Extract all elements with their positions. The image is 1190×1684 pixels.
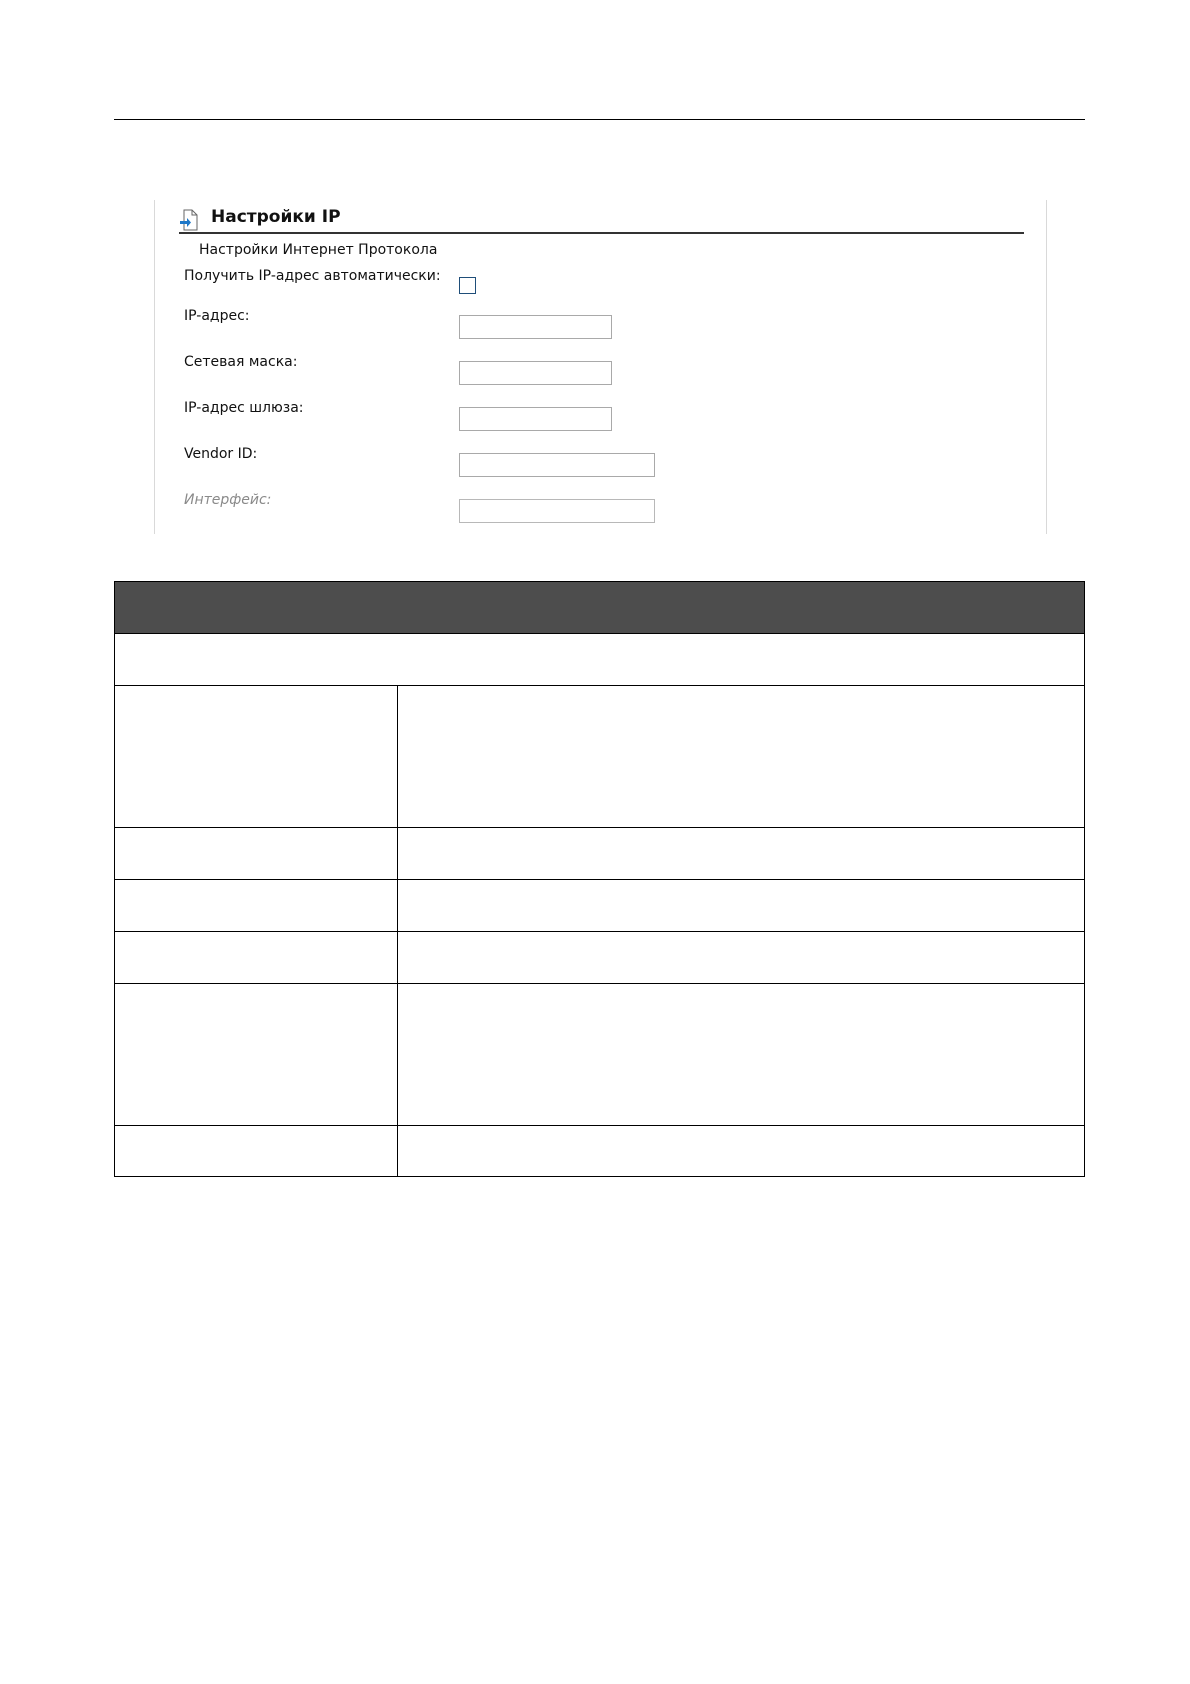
page-top-rule [114,119,1085,120]
parameters-table [114,581,1085,1177]
table-header [115,582,1085,634]
vendor-id-input[interactable] [459,453,655,477]
gateway-input[interactable] [459,407,612,431]
ip-settings-panel [154,200,1047,534]
param-cell [115,984,398,1126]
table-header-row [115,582,1085,634]
netmask-input[interactable] [459,361,612,385]
ip-address-input[interactable] [459,315,612,339]
table-section-row [115,634,1085,686]
param-cell [115,686,398,828]
table-row [115,932,1085,984]
param-cell [115,932,398,984]
interface-input[interactable] [459,499,655,523]
description-cell [398,932,1085,984]
gateway-label: IP-адрес шлюза: [184,400,304,416]
auto-ip-label: Получить IP-адрес автоматически: [184,268,441,284]
table-row [115,828,1085,880]
table-row [115,686,1085,828]
table-row [115,984,1085,1126]
param-cell [115,828,398,880]
page-arrow-icon [179,209,199,231]
section-subtitle: Настройки Интернет Протокола [199,242,438,258]
auto-ip-checkbox[interactable] [459,277,476,294]
panel-header [179,206,1024,234]
description-cell [398,880,1085,932]
description-cell [398,1126,1085,1177]
param-cell [115,1126,398,1177]
description-cell [398,984,1085,1126]
description-cell [398,828,1085,880]
table-row [115,1126,1085,1177]
panel-title: Настройки IP [211,207,341,227]
table-section-cell [115,634,1085,686]
table-row [115,880,1085,932]
netmask-label: Сетевая маска: [184,354,298,370]
interface-label: Интерфейс: [184,492,272,508]
ip-address-label: IP-адрес: [184,308,250,324]
description-cell [398,686,1085,828]
vendor-id-label: Vendor ID: [184,446,258,462]
param-cell [115,880,398,932]
